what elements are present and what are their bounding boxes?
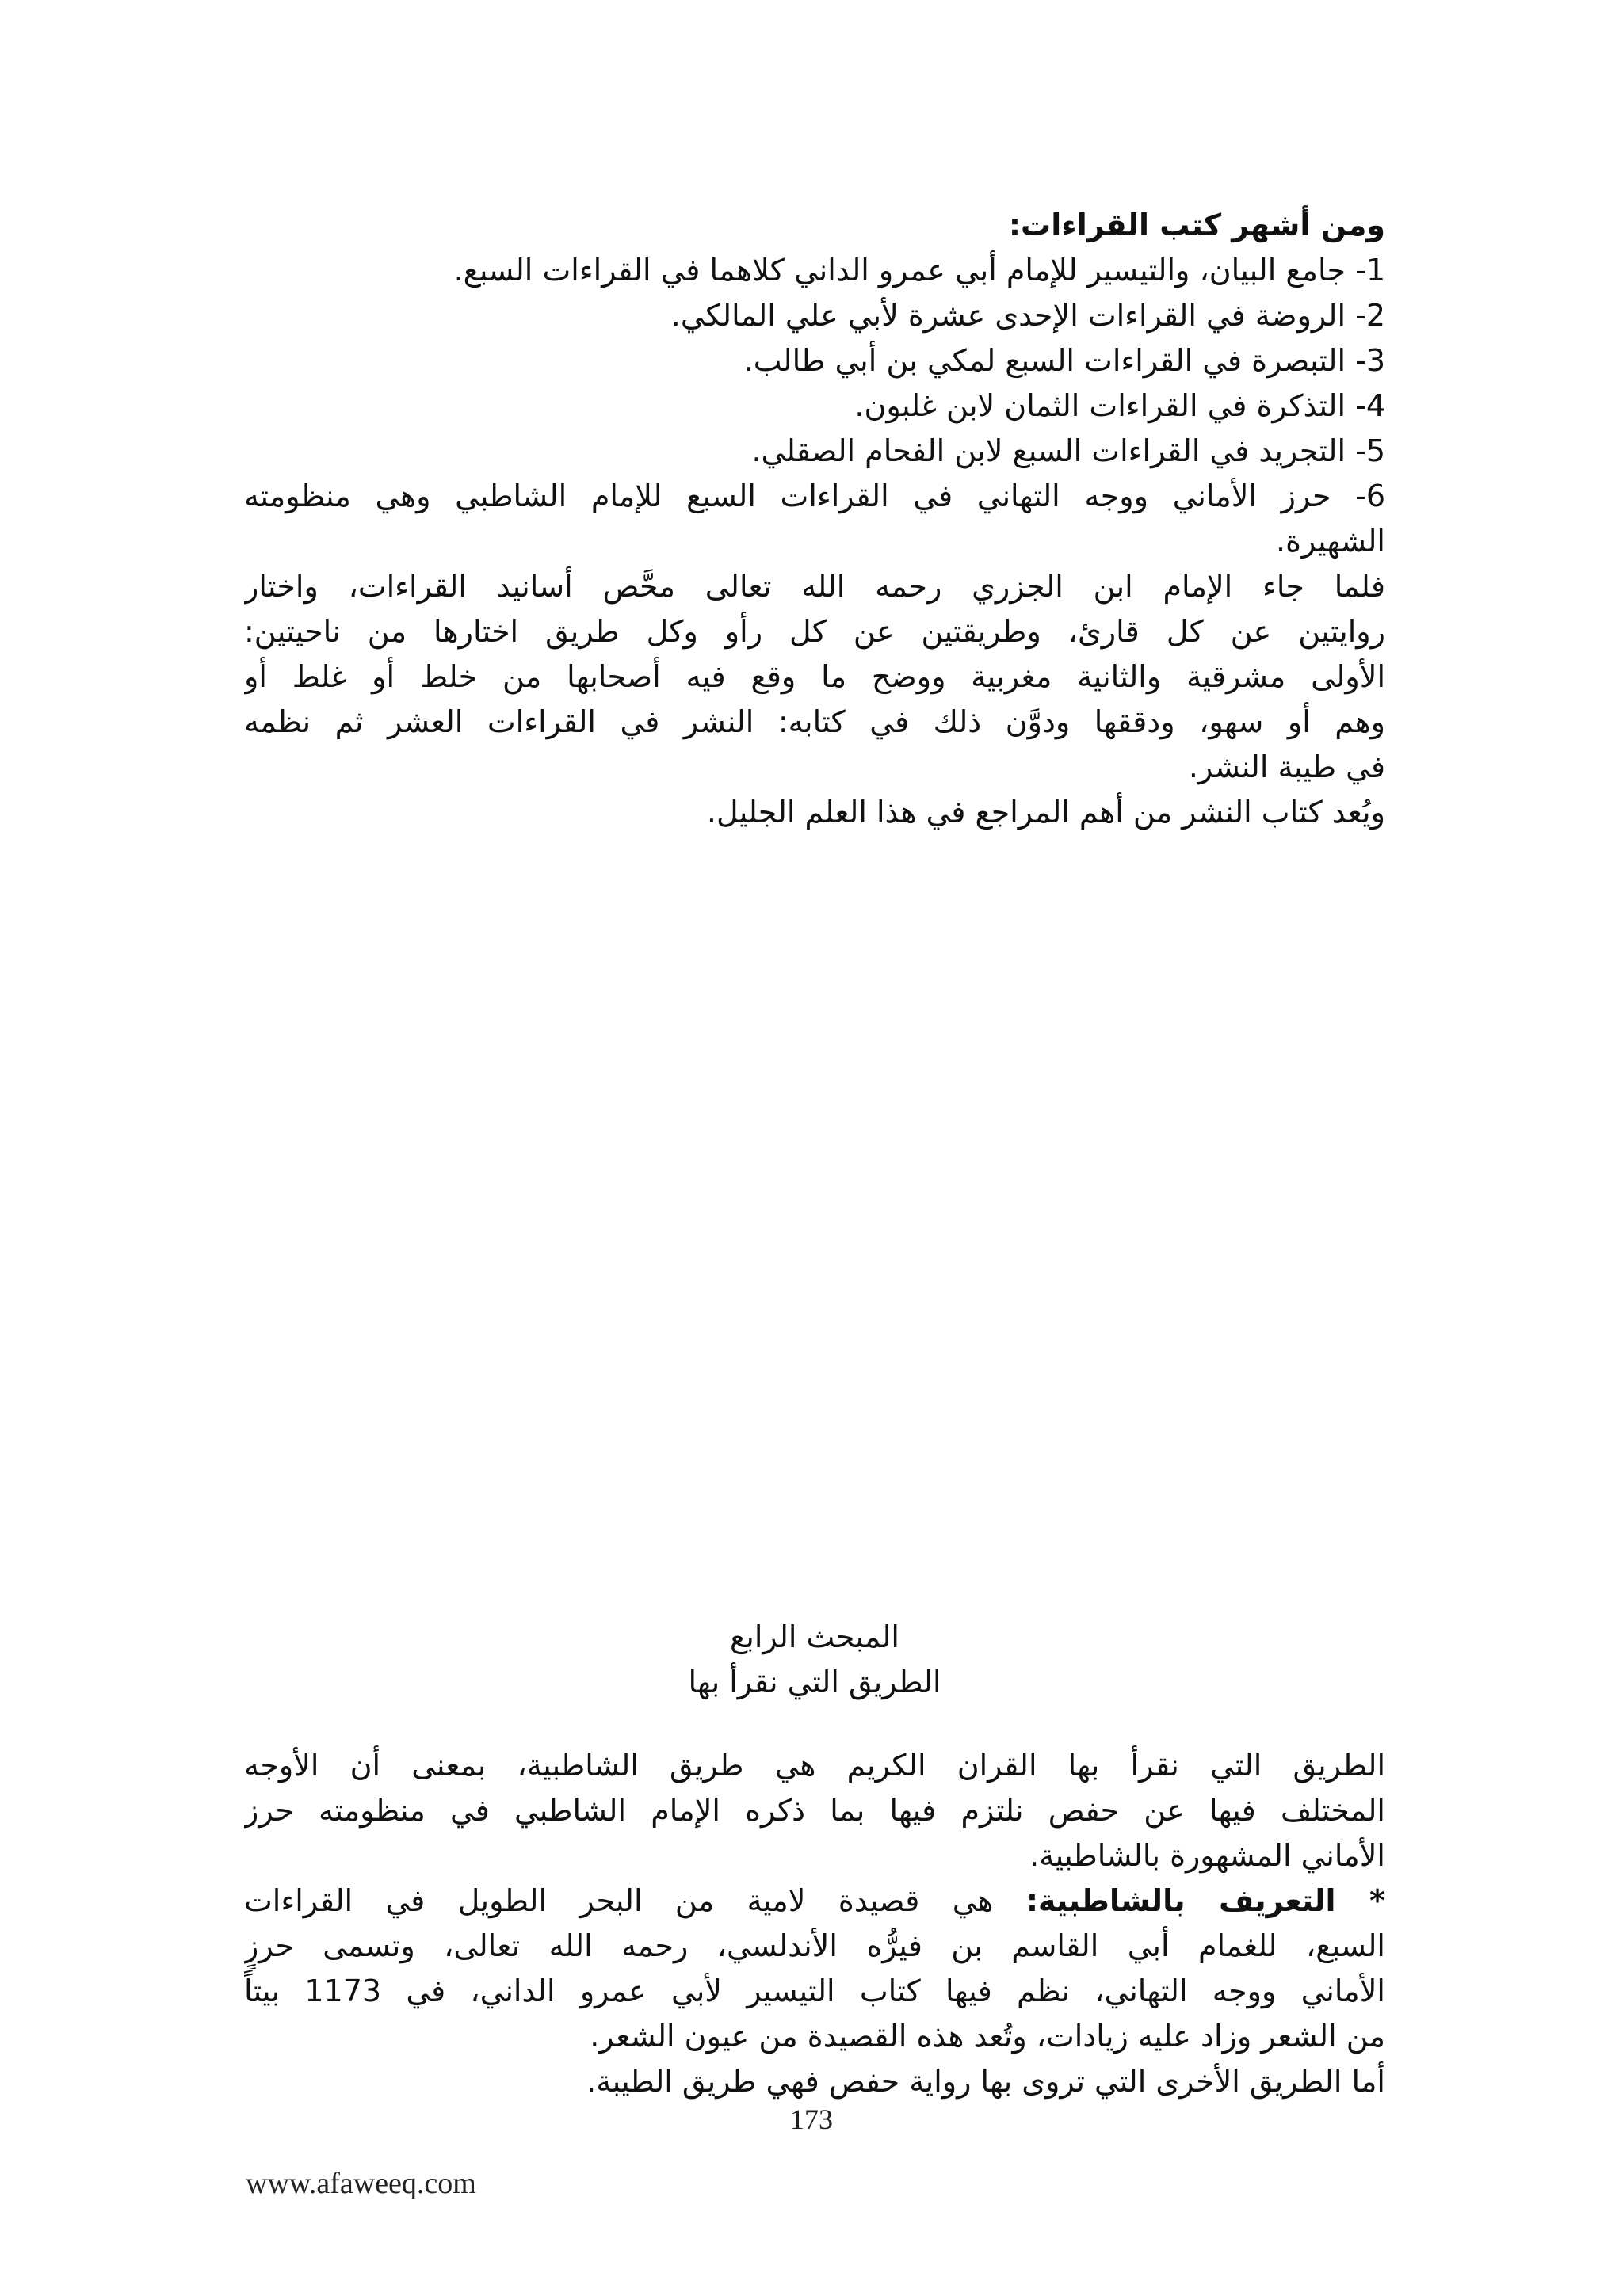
list-item: 2- الروضة في القراءات الإحدى عشرة لأبي علي المالكي. [670, 298, 1385, 333]
paragraph-line: روايتين عن كل قارئ، وطريقتين عن كل رأو وكل طريق اختارها من ناحيتين: [244, 614, 1385, 649]
list-item: 4- التذكرة في القراءات الثمان لابن غلبون. [854, 388, 1385, 423]
list-item: 1- جامع البيان، والتيسير للإمام أبي عمرو الداني كلاهما في القراءات السبع. [453, 253, 1385, 288]
top-section [244, 203, 1385, 835]
paragraph-line: المختلف فيها عن حفص نلتزم فيها بما ذكره الإمام الشاطبي في منظومته حرز [244, 1793, 1385, 1828]
bottom-section [244, 1743, 1385, 2104]
closing-line: ويُعد كتاب النشر من أهم المراجع في هذا العلم الجليل. [706, 795, 1385, 830]
paragraph-line: الأماني المشهورة بالشاطبية. [1029, 1838, 1385, 1873]
definition-line: من الشعر وزاد عليه زيادات، وتُعد هذه القصيدة من عيون الشعر. [590, 2019, 1385, 2054]
paragraph-line: الأولى مشرقية والثانية مغربية ووضح ما وقع فيه أصحابها من خلط أو غلط أو [244, 659, 1385, 694]
page-number: 173 [790, 2103, 833, 2135]
definition-first-line [244, 1878, 1385, 1924]
section-subtitle: الطريق التي نقرأ بها [688, 1665, 941, 1699]
list-item: 6- حرز الأماني ووجه التهاني في القراءات السبع للإمام الشاطبي وهي منظومته [244, 479, 1385, 513]
definition-line: السبع، للغمام أبي القاسم بن فيرُّه الأندلسي، رحمه الله تعالى، وتسمى حرزٍ [244, 1928, 1385, 1963]
paragraph-line: في طيبة النشر. [1188, 749, 1385, 784]
paragraph-line: وهم أو سهو، ودققها ودوَّن ذلك في كتابه: النشر في القراءات العشر ثم نظمه [244, 704, 1385, 739]
definition-line: الأماني ووجه التهاني، نظم فيها كتاب التيسير لأبي عمرو الداني، في 1173 بيتاً [244, 1974, 1385, 2008]
paragraph-line: الطريق التي نقرأ بها القران الكريم هي طريق الشاطبية، بمعنى أن الأوجه [244, 1748, 1385, 1783]
closing-line: أما الطريق الأخرى التي تروى بها رواية حفص فهي طريق الطيبة. [586, 2064, 1385, 2099]
list-item-continuation: الشهيرة. [1276, 524, 1385, 559]
definition-label: * التعريف بالشاطبية: [1025, 1883, 1385, 1918]
definition-text: هي قصيدة لامية من البحر الطويل في القراءات [244, 1883, 1026, 1918]
section-title: المبحث الرابع [730, 1619, 899, 1654]
list-item: 5- التجريد في القراءات السبع لابن الفحام الصقلي. [751, 433, 1385, 468]
footer-url: www.afaweeq.com [246, 2167, 476, 2200]
list-heading: ومن أشهر كتب القراءات: [1008, 208, 1385, 242]
list-item: 3- التبصرة في القراءات السبع لمكي بن أبي طالب. [743, 343, 1385, 378]
paragraph-line: فلما جاء الإمام ابن الجزري رحمه الله تعالى محَّص أسانيد القراءات، واختار [244, 569, 1385, 604]
